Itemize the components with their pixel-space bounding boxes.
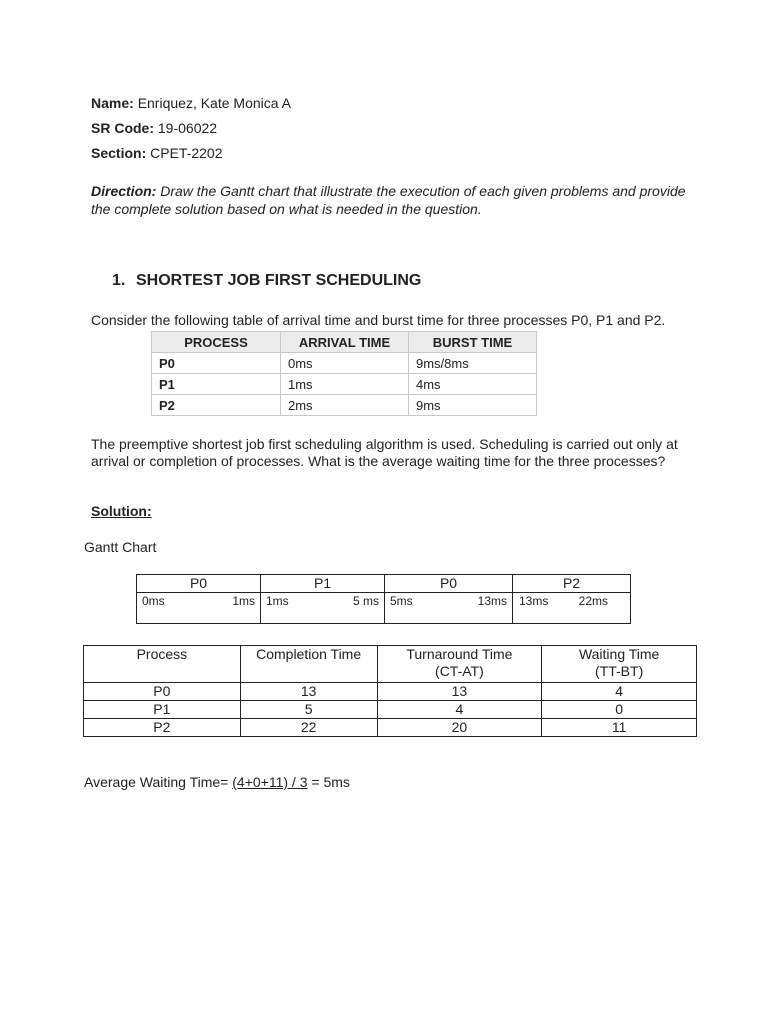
gantt-block — [137, 575, 261, 623]
table-row — [84, 701, 697, 719]
table-header — [542, 646, 697, 683]
table-cell: 2ms — [281, 395, 409, 416]
sr-code-line — [91, 119, 217, 137]
table-cell: 20 — [377, 719, 542, 737]
gantt-process: P2 — [513, 575, 630, 593]
gantt-end: 1ms — [232, 594, 255, 608]
direction-text: Draw the Gantt chart that illustrate the execution of each given problems and provide the complete solution based on what is needed in the question. — [91, 183, 686, 217]
name-line — [91, 94, 291, 112]
process-table — [151, 331, 537, 416]
section-value: CPET-2202 — [150, 145, 223, 161]
table-cell: P1 — [84, 701, 241, 719]
table-row — [84, 683, 697, 701]
table-cell: 22 — [240, 719, 377, 737]
average-label: Average Waiting Time= — [84, 774, 229, 790]
table-cell: 4ms — [409, 374, 537, 395]
header-line: Waiting Time — [578, 646, 660, 662]
table-row — [152, 374, 537, 395]
gantt-chart — [136, 574, 631, 624]
average-formula: (4+0+11) / 3 — [232, 774, 308, 790]
section-line — [91, 144, 223, 162]
table-cell: 1ms — [281, 374, 409, 395]
gantt-start: 13ms — [519, 594, 549, 608]
gantt-start: 0ms — [142, 594, 165, 608]
table-header: PROCESS — [152, 332, 281, 353]
solution-label: Solution: — [91, 503, 152, 519]
header-line: Completion Time — [256, 646, 362, 662]
gantt-process: P0 — [137, 575, 260, 593]
header-line: (CT-AT) — [435, 663, 484, 679]
table-header-row — [84, 646, 697, 683]
gantt-block — [385, 575, 513, 623]
table-header — [377, 646, 542, 683]
heading-number: 1. — [112, 272, 126, 289]
intro-text: Consider the following table of arrival time and burst time for three processes P0, P1 and P2. — [91, 312, 666, 328]
table-cell: P1 — [152, 374, 281, 395]
table-cell: 9ms/8ms — [409, 353, 537, 374]
name-value: Enriquez, Kate Monica A — [137, 95, 291, 111]
gantt-process: P0 — [385, 575, 512, 593]
calculation-table — [83, 645, 697, 737]
gantt-start: 1ms — [266, 594, 289, 608]
gantt-process: P1 — [261, 575, 384, 593]
table-cell: 11 — [542, 719, 697, 737]
table-row — [84, 719, 697, 737]
gantt-block — [513, 575, 630, 623]
gantt-start: 5ms — [390, 594, 413, 608]
table-row — [152, 353, 537, 374]
table-cell: P2 — [84, 719, 241, 737]
average-waiting-time — [84, 774, 350, 790]
table-cell: P0 — [84, 683, 241, 701]
table-header — [240, 646, 377, 683]
name-label: Name: — [91, 95, 134, 111]
problem-text: The preemptive shortest job first scheduling algorithm is used. Scheduling is carried out only at arrival or completion of processes. What is the average waiting time for the three processes? — [91, 436, 678, 469]
section-heading — [112, 272, 421, 290]
table-header-row — [152, 332, 537, 353]
table-cell: 0 — [542, 701, 697, 719]
table-cell: P2 — [152, 395, 281, 416]
gantt-end: 13ms — [477, 594, 507, 608]
table-header: BURST TIME — [409, 332, 537, 353]
gantt-end: 22ms — [578, 594, 608, 608]
table-cell: 9ms — [409, 395, 537, 416]
table-cell: 4 — [377, 701, 542, 719]
heading-title: SHORTEST JOB FIRST SCHEDULING — [136, 272, 422, 289]
table-header — [84, 646, 241, 683]
table-cell: P0 — [152, 353, 281, 374]
direction-label: Direction: — [91, 183, 157, 199]
header-line: (TT-BT) — [595, 663, 644, 679]
direction-paragraph — [91, 182, 691, 218]
table-cell: 13 — [240, 683, 377, 701]
section-label: Section: — [91, 145, 147, 161]
table-cell: 4 — [542, 683, 697, 701]
table-cell: 0ms — [281, 353, 409, 374]
table-cell: 13 — [377, 683, 542, 701]
table-header: ARRIVAL TIME — [281, 332, 409, 353]
header-line: Process — [136, 646, 188, 662]
average-result: = 5ms — [311, 774, 350, 790]
gantt-end: 5 ms — [352, 594, 379, 608]
gantt-chart-label: Gantt Chart — [84, 539, 157, 555]
table-cell: 5 — [240, 701, 377, 719]
gantt-block — [261, 575, 385, 623]
sr-code-value: 19-06022 — [157, 120, 218, 136]
sr-code-label: SR Code: — [91, 120, 154, 136]
header-line: Turnaround Time — [406, 646, 513, 662]
table-row — [152, 395, 537, 416]
